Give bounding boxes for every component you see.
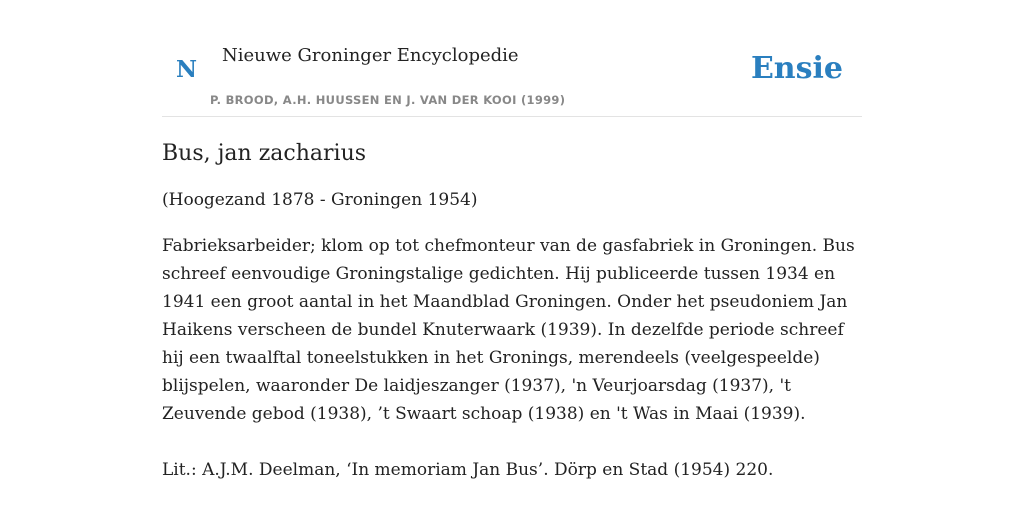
encyclopedia-authors: P. BROOD, A.H. HUUSSEN EN J. VAN DER KOOI (1999) (210, 93, 566, 107)
entry-literature: Lit.: A.J.M. Deelman, ‘In memoriam Jan Bus’. Dörp en Stad (1954) 220. (162, 460, 774, 480)
entry-body: Fabrieksarbeider; klom op tot chefmonteur van de gasfabriek in Groningen. Bus schreef eenvoudige Groningstalige gedichten. Hij publiceerde tussen 1934 en 1941 een groot aantal in het Maandblad Groningen. Onder het pseudoniem Jan Haikens verscheen de bundel Knuterwaark (1939). In dezelfde periode schreef hij een twaalftal toneelstukken in het Gronings, merendeels (veelgespeelde) blijspelen, waaronder De laidjeszanger (1937), 'n Veurjoarsdag (1937), 't Zeuvende gebod (1938), ’t Swaart schoap (1938) en 't Was in Maai (1939). (162, 236, 855, 424)
ensie-logo-link[interactable]: Ensie (750, 51, 843, 86)
entry-title: Bus, jan zacharius (162, 141, 367, 166)
entry-content (162, 136, 862, 484)
encyclopedia-logo[interactable]: N (176, 56, 198, 83)
encyclopedia-title[interactable]: Nieuwe Groninger Encyclopedie (222, 45, 519, 66)
entry-lifespan: (Hoogezand 1878 - Groningen 1954) (162, 190, 478, 210)
encyclopedia-header (162, 36, 862, 117)
